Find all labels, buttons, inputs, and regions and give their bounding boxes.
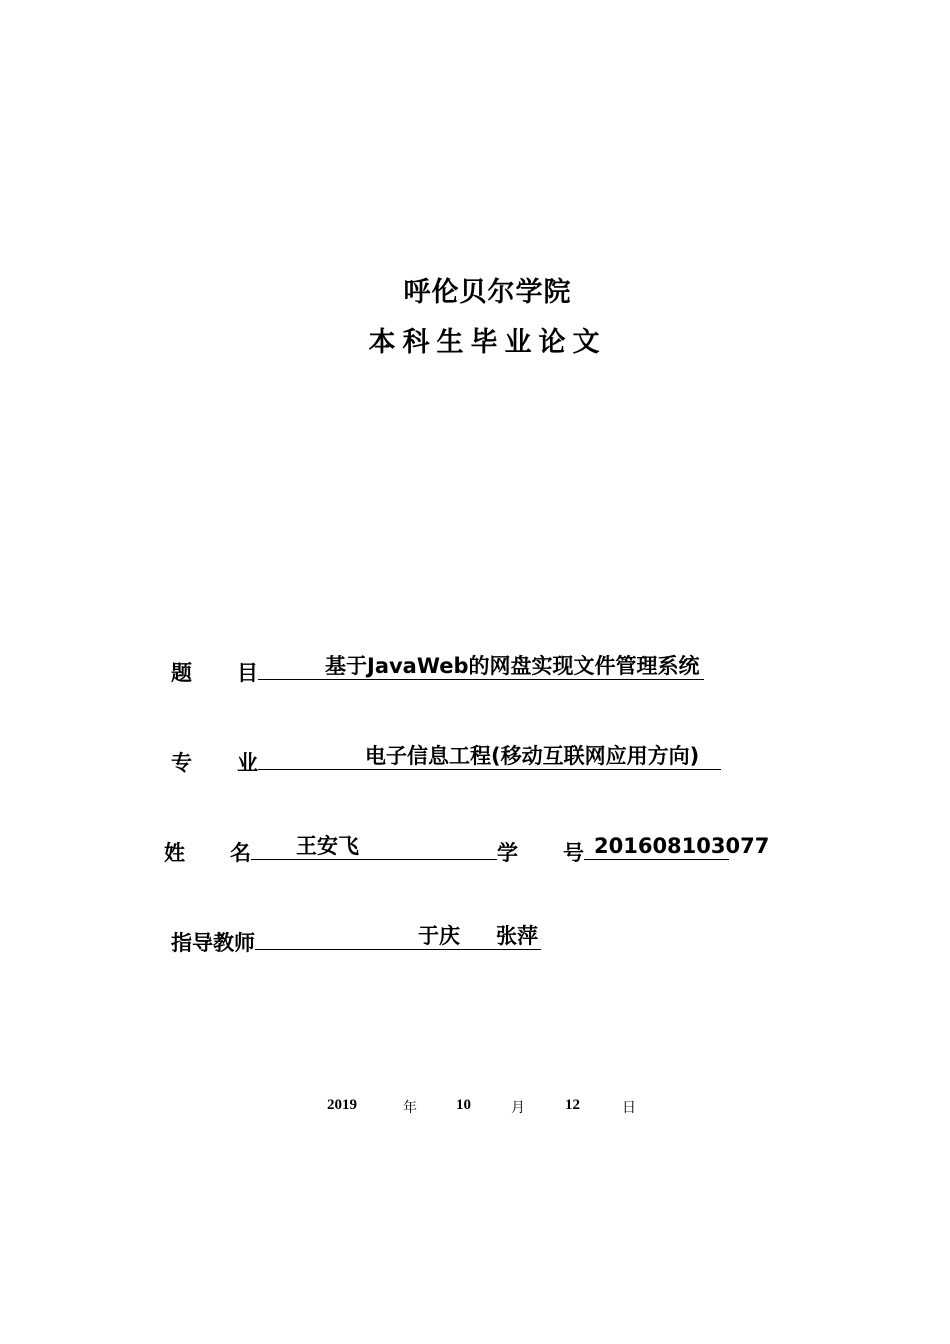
advisor-1-value: 于庆 [418, 924, 460, 948]
advisor-2-value: 张萍 [496, 924, 538, 948]
date-month: 10 [456, 1097, 471, 1113]
date-day: 12 [565, 1097, 580, 1113]
date-day-unit: 日 [622, 1101, 636, 1116]
name-label-char-1: 姓 [164, 841, 185, 865]
student-name-value: 王安飞 [296, 834, 359, 858]
topic-underline [258, 653, 704, 680]
major-underline [258, 743, 721, 770]
advisor-underline [255, 923, 541, 950]
topic-row [171, 653, 704, 683]
topic-label-char-1: 题 [171, 661, 192, 685]
advisor-row [171, 923, 541, 953]
document-type: 本科生毕业论文 [368, 327, 607, 358]
name-label-char-2: 名 [230, 841, 251, 865]
major-row [171, 743, 721, 773]
name-id-row [164, 833, 770, 865]
id-label-char-2: 号 [563, 841, 584, 865]
date-year-unit: 年 [403, 1101, 417, 1116]
school-name: 呼伦贝尔学院 [403, 277, 572, 308]
major-label-char-2: 业 [237, 751, 258, 775]
id-underline [584, 833, 770, 860]
id-label-char-1: 学 [497, 841, 518, 865]
major-value: 电子信息工程(移动互联网应用方向) [365, 744, 700, 768]
topic-label-char-2: 目 [237, 661, 258, 685]
major-label-char-1: 专 [171, 751, 192, 775]
date-month-unit: 月 [511, 1101, 525, 1116]
date-year: 2019 [327, 1097, 357, 1113]
name-underline [251, 833, 497, 860]
advisor-label: 指导教师 [171, 931, 255, 955]
topic-value: 基于JavaWeb的网盘实现文件管理系统 [325, 654, 700, 678]
student-id-value: 201608103077 [594, 834, 770, 858]
